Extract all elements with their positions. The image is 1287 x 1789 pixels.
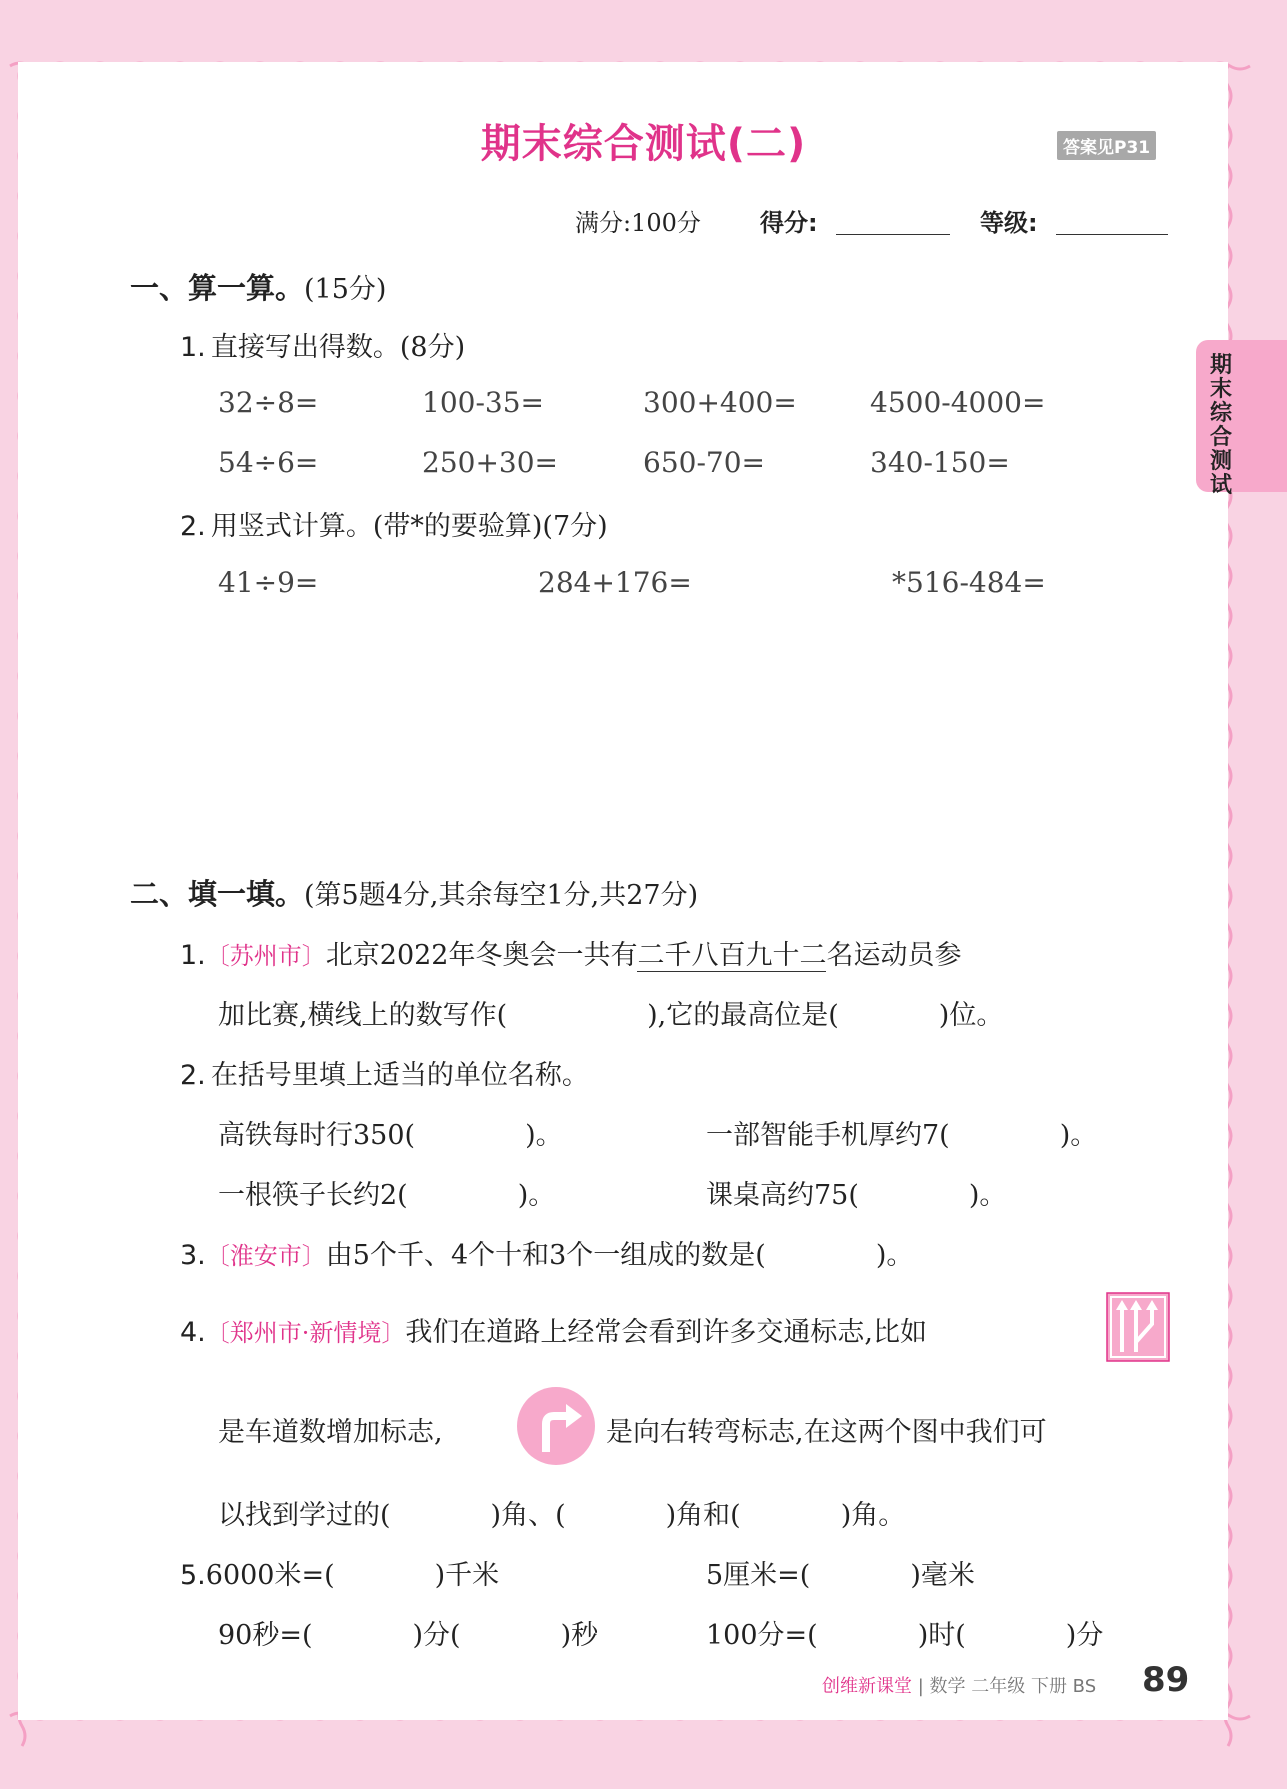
conv-text: )千米 bbox=[434, 1560, 500, 1591]
section2-points: (第5题4分,其余每空1分,共27分) bbox=[304, 880, 699, 911]
s2-q5-d bbox=[706, 1613, 1103, 1652]
s2-q5-a bbox=[180, 1553, 499, 1592]
side-tab-label: 期末综合测试 bbox=[1210, 353, 1233, 498]
score-blank[interactable] bbox=[836, 210, 950, 235]
s1-q2 bbox=[180, 504, 608, 543]
full-score: 满分:100分 bbox=[575, 209, 701, 237]
s2-q3-text-b: )。 bbox=[875, 1240, 914, 1271]
unit-item-text: 高铁每时行350( bbox=[218, 1120, 416, 1151]
calc-item: 100-35= bbox=[422, 386, 544, 419]
s2-q5-b bbox=[706, 1553, 975, 1592]
unit-item-close: )。 bbox=[1059, 1120, 1098, 1151]
footer-text: 数学 二年级 下册 BS bbox=[929, 1676, 1097, 1697]
s2-q2-text: 在括号里填上适当的单位名称。 bbox=[210, 1060, 589, 1091]
s2-q1-line2 bbox=[218, 993, 1003, 1032]
unit-item-close: )。 bbox=[968, 1180, 1007, 1211]
s2-q4-l3d: )角。 bbox=[840, 1500, 906, 1531]
conv-text: 100分=( bbox=[706, 1620, 818, 1651]
vertical-calc-item: *516-484= bbox=[892, 566, 1046, 599]
unit-item bbox=[706, 1173, 1006, 1212]
section1-heading bbox=[130, 266, 386, 307]
s2-q2-num: 2. bbox=[180, 1060, 206, 1091]
s2-q4-text-a: 我们在道路上经常会看到许多交通标志,比如 bbox=[405, 1317, 927, 1348]
page-title: 期末综合测试(二) bbox=[480, 121, 807, 167]
calc-item: 32÷8= bbox=[218, 386, 319, 419]
lane-increase-sign-icon bbox=[1106, 1292, 1170, 1362]
calc-item: 650-70= bbox=[643, 446, 765, 479]
unit-item bbox=[706, 1113, 1097, 1152]
underlined-number-words: 二千八百九十二 bbox=[637, 940, 827, 971]
footer-brand: 创维新课堂 bbox=[822, 1676, 912, 1697]
s2-q1-l2b: ),它的最高位是( bbox=[647, 1000, 839, 1031]
conv-text: )分 bbox=[1065, 1620, 1104, 1651]
conv-text: 5厘米=( bbox=[706, 1560, 811, 1591]
conv-text: )毫米 bbox=[910, 1560, 975, 1591]
s2-q2 bbox=[180, 1053, 589, 1092]
s2-q4-l3a: 以找到学过的( bbox=[218, 1500, 391, 1531]
side-tab bbox=[1196, 340, 1287, 498]
vertical-calc-item: 41÷9= bbox=[218, 566, 319, 599]
unit-item bbox=[218, 1113, 563, 1152]
s2-q4-num: 4. bbox=[180, 1317, 206, 1348]
s2-q4-l2b: 是向右转弯标志,在这两个图中我们可 bbox=[606, 1417, 1047, 1448]
s2-q5-c bbox=[218, 1613, 598, 1652]
section2-heading bbox=[130, 872, 698, 913]
turn-right-sign-icon bbox=[516, 1386, 596, 1466]
conv-text: 6000米=( bbox=[205, 1560, 335, 1591]
unit-item bbox=[218, 1173, 555, 1212]
section2-title: 二、填一填。 bbox=[130, 877, 305, 911]
s2-q1-l2c: )位。 bbox=[938, 1000, 1004, 1031]
conv-text: )分( bbox=[412, 1620, 461, 1651]
s2-q4-line2 bbox=[218, 1410, 443, 1449]
unit-item-close: )。 bbox=[517, 1180, 556, 1211]
footer-info bbox=[822, 1672, 1096, 1698]
s1-q2-num: 2. bbox=[180, 511, 206, 542]
unit-item-text: 课桌高约75( bbox=[706, 1180, 859, 1211]
section1-title: 一、算一算。 bbox=[130, 271, 305, 305]
calc-item: 54÷6= bbox=[218, 446, 319, 479]
s2-q3-text-a: 由5个千、4个十和3个一组成的数是( bbox=[325, 1240, 766, 1271]
unit-item-text: 一部智能手机厚约7( bbox=[706, 1120, 950, 1151]
s1-q1-text: 直接写出得数。(8分) bbox=[210, 332, 466, 363]
section1-points: (15分) bbox=[304, 274, 387, 305]
s2-q1-l2a: 加比赛,横线上的数写作( bbox=[218, 1000, 508, 1031]
unit-item-text: 一根筷子长约2( bbox=[218, 1180, 408, 1211]
page-number: 89 bbox=[1142, 1660, 1190, 1700]
region-tag: 〔苏州市〕 bbox=[205, 942, 326, 970]
s2-q3 bbox=[180, 1233, 913, 1272]
score-label: 得分: bbox=[760, 209, 818, 237]
s2-q1-num: 1. bbox=[180, 940, 206, 971]
calc-item: 4500-4000= bbox=[870, 386, 1046, 419]
s1-q1 bbox=[180, 325, 465, 364]
calc-item: 250+30= bbox=[422, 446, 558, 479]
s2-q4-line2b bbox=[606, 1410, 1047, 1449]
s2-q4-line1 bbox=[180, 1310, 927, 1349]
s1-q1-num: 1. bbox=[180, 332, 206, 363]
s2-q3-num: 3. bbox=[180, 1240, 206, 1271]
grade-label: 等级: bbox=[980, 209, 1038, 237]
s2-q5-num: 5. bbox=[180, 1560, 206, 1591]
s2-q4-l3c: )角和( bbox=[665, 1500, 741, 1531]
s1-q2-text: 用竖式计算。(带*的要验算)(7分) bbox=[210, 511, 608, 542]
s2-q4-l3b: )角、( bbox=[490, 1500, 566, 1531]
conv-text: )秒 bbox=[560, 1620, 599, 1651]
conv-text: )时( bbox=[917, 1620, 966, 1651]
grade-blank[interactable] bbox=[1056, 210, 1168, 235]
unit-item-close: )。 bbox=[525, 1120, 563, 1151]
region-tag: 〔郑州市·新情境〕 bbox=[205, 1319, 406, 1347]
vertical-calc-item: 284+176= bbox=[538, 566, 692, 599]
s2-q4-l2a: 是车道数增加标志, bbox=[218, 1417, 443, 1448]
footer-divider: | bbox=[912, 1676, 930, 1697]
s2-q1-line1 bbox=[180, 933, 961, 972]
answer-ref-badge: 答案见P31 bbox=[1057, 131, 1156, 160]
calc-item: 340-150= bbox=[870, 446, 1010, 479]
conv-text: 90秒=( bbox=[218, 1620, 313, 1651]
calc-item: 300+400= bbox=[643, 386, 797, 419]
s2-q1-text-b: 名运动员参 bbox=[826, 940, 962, 971]
s2-q1-text-a: 北京2022年冬奥会一共有 bbox=[325, 940, 638, 971]
s2-q4-line3 bbox=[218, 1493, 905, 1532]
region-tag: 〔淮安市〕 bbox=[205, 1242, 326, 1270]
